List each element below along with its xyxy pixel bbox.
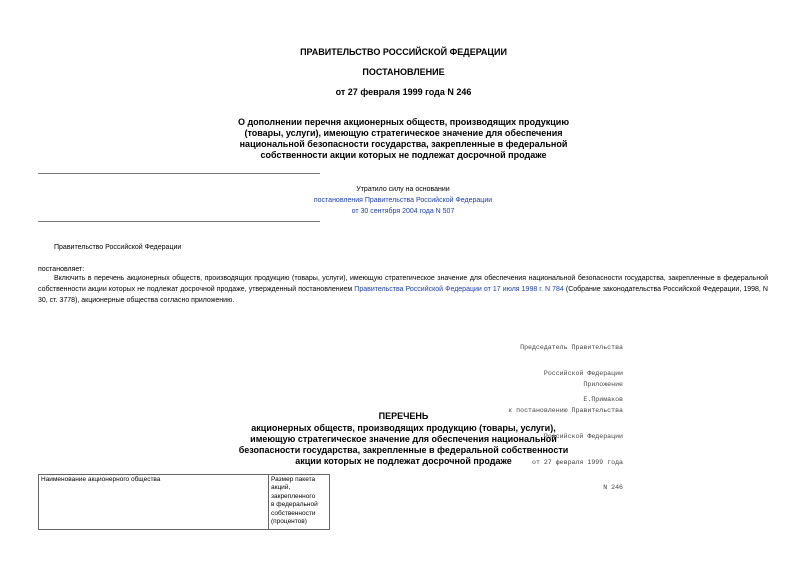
- main-paragraph: [38, 273, 768, 306]
- status-note-link[interactable]: постановления Правительства Российской Федерации: [313, 197, 493, 204]
- decrees-word: постановляет:: [38, 266, 85, 273]
- appendix-label: Приложение: [583, 381, 623, 389]
- government-heading: ПРАВИТЕЛЬСТВО РОССИЙСКОЙ ФЕДЕРАЦИИ: [300, 47, 507, 57]
- appendix-country: Российской Федерации: [543, 432, 623, 440]
- title-line: собственности акции которых не подлежат досрочной продаже: [260, 150, 547, 160]
- list-subtitle-line: акционерных обществ, производящих продукцию (товары, услуги),: [251, 423, 556, 433]
- signature-country: Российской Федерации: [543, 369, 623, 377]
- table-header-name: Наименование акционерного общества: [39, 475, 269, 530]
- list-title: ПЕРЕЧЕНЬ: [378, 411, 429, 421]
- table-header-row: [39, 475, 330, 530]
- document-type: ПОСТАНОВЛЕНИЕ: [362, 67, 445, 77]
- appendix-ref: к постановлению Правительства: [508, 406, 623, 414]
- document-title: [0, 117, 807, 161]
- document-date-number: от 27 февраля 1999 года N 246: [335, 87, 472, 97]
- appendix-date: от 27 февраля 1999 года: [531, 458, 623, 466]
- table-header-share: [269, 475, 330, 530]
- header-line: Размер пакета: [271, 476, 316, 483]
- header-line: закрепленного: [271, 492, 316, 500]
- signature-name: Е.Примаков: [583, 395, 623, 403]
- issuer: Правительство Российской Федерации: [54, 244, 182, 251]
- appendix-number: N 246: [603, 484, 623, 492]
- divider-top: [38, 173, 320, 174]
- divider-bottom: [38, 221, 320, 222]
- list-subtitle-line: безопасности государства, закрепленные в федеральной собственности: [238, 445, 569, 455]
- paragraph-text: Включить в перечень акционерных обществ, производящих продукцию (товары, услуги), имеющую стратегическое значение для обеспечения национальной безопасности государства, закрепленные в федеральной собственности акции которых не подлежат досрочной продаже, утвержденный постановлением: [38, 275, 768, 293]
- signature-position: Председатель Правительства: [520, 344, 623, 352]
- companies-table: [38, 474, 330, 530]
- status-note: [300, 184, 506, 217]
- status-note-text: Утратило силу на основании: [356, 186, 450, 193]
- list-subtitle-line: акции которых не подлежат досрочной продаже: [295, 456, 512, 466]
- title-line: национальной безопасности государства, закрепленные в федеральной: [239, 139, 568, 149]
- paragraph-text-end: (Собрание законодательства Российской Федерации, 1998, N 30, ст. 3778), акционерные общества согласно приложению.: [38, 286, 768, 304]
- list-subtitle: [0, 423, 807, 467]
- header-line: в федеральной: [271, 501, 318, 509]
- status-note-link-date[interactable]: от 30 сентября 2004 года N 507: [351, 208, 455, 215]
- paragraph-link[interactable]: Правительства Российской Федерации от 17 июля 1998 г. N 784: [354, 286, 564, 293]
- header-line: акций,: [271, 484, 291, 492]
- title-line: (товары, услуги), имеющую стратегическое значение для обеспечения: [244, 128, 563, 138]
- list-subtitle-line: имеющую стратегическое значение для обеспечения национальной: [250, 434, 557, 444]
- header-line: собственности: [271, 509, 316, 517]
- header-line: (процентов): [271, 518, 307, 526]
- title-line: О дополнении перечня акционерных обществ, производящих продукцию: [237, 117, 570, 127]
